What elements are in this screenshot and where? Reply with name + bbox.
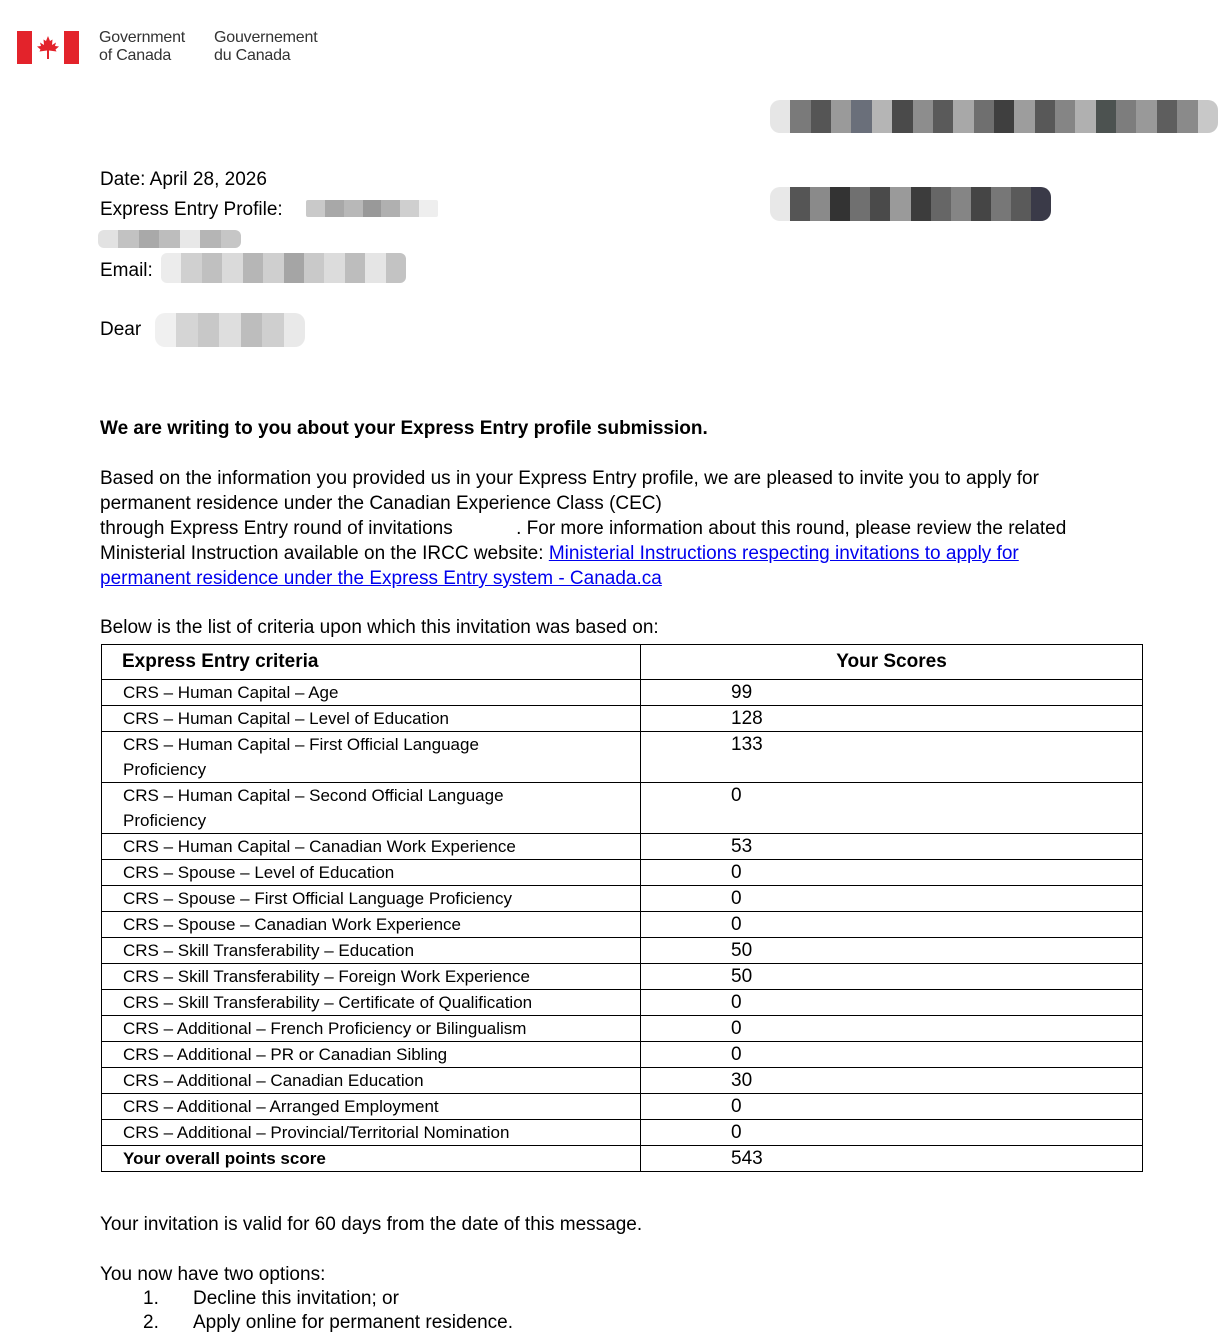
- redacted-address-line1: [770, 100, 1218, 133]
- wordmark-en-line2: of Canada: [99, 47, 172, 64]
- ministerial-instructions-link-cont[interactable]: permanent residence under the Express Entry system - Canada.ca: [100, 568, 662, 589]
- score-cell: 0: [641, 886, 1143, 912]
- table-row: [102, 834, 1143, 860]
- criterion-cell: CRS – Skill Transferability – Certificate of Qualification: [102, 990, 641, 1016]
- wordmark-fr-line1: Gouvernement: [214, 29, 318, 46]
- score-cell: 30: [641, 1068, 1143, 1094]
- table-row: [102, 860, 1143, 886]
- table-row: [102, 732, 1143, 783]
- option-text: Apply online for permanent residence.: [193, 1312, 514, 1333]
- table-row: [102, 912, 1143, 938]
- options-list: [100, 1287, 513, 1335]
- total-score-row: [102, 1146, 1143, 1172]
- list-item: [100, 1287, 513, 1311]
- wordmark-fr-line2: du Canada: [214, 47, 291, 64]
- redacted-name-line: [98, 230, 241, 248]
- table-header-row: [102, 645, 1143, 680]
- table-row: [102, 938, 1143, 964]
- canada-flag-logo: [17, 31, 79, 64]
- criterion-cell: CRS – Human Capital – Age: [102, 680, 641, 706]
- score-cell: 0: [641, 1016, 1143, 1042]
- total-score-cell: 543: [641, 1146, 1143, 1172]
- dear-salutation: Dear: [100, 319, 142, 340]
- paragraph-line4: [100, 541, 1066, 566]
- criterion-cell: CRS – Additional – French Proficiency or Bilingualism: [102, 1016, 641, 1042]
- redacted-email: [161, 253, 406, 283]
- criterion-line2: Proficiency: [123, 811, 207, 830]
- option-number: 2.: [143, 1312, 159, 1333]
- score-cell: 0: [641, 783, 1143, 834]
- score-cell: 0: [641, 1042, 1143, 1068]
- wordmark-french: [214, 29, 317, 65]
- letter-date: Date: April 28, 2026: [100, 169, 267, 190]
- redacted-profile-number: [306, 200, 438, 217]
- criteria-intro: Below is the list of criteria upon which this invitation was based on:: [100, 617, 659, 638]
- paragraph-line2: permanent residence under the Canadian Experience Class (CEC): [100, 493, 662, 514]
- paragraph-line4-text: Ministerial Instruction available on the IRCC website:: [100, 543, 549, 564]
- score-cell: 0: [641, 1120, 1143, 1146]
- score-cell: 99: [641, 680, 1143, 706]
- table-row: [102, 1042, 1143, 1068]
- criteria-column-header: Express Entry criteria: [102, 645, 641, 680]
- criterion-cell: [102, 732, 641, 783]
- ministerial-instructions-link[interactable]: Ministerial Instructions respecting invitations to apply for: [548, 543, 1019, 564]
- score-cell: 133: [641, 732, 1143, 783]
- criterion-cell: CRS – Human Capital – Level of Education: [102, 706, 641, 732]
- criterion-cell: CRS – Additional – Canadian Education: [102, 1068, 641, 1094]
- table-row: [102, 1120, 1143, 1146]
- redacted-address-line2: [770, 187, 1051, 221]
- criterion-cell: CRS – Spouse – Level of Education: [102, 860, 641, 886]
- criteria-score-table: [101, 644, 1143, 1172]
- options-intro: You now have two options:: [100, 1264, 326, 1285]
- table-row: [102, 783, 1143, 834]
- wordmark-english: [99, 29, 185, 65]
- invitation-paragraph: [100, 466, 1066, 591]
- score-cell: 53: [641, 834, 1143, 860]
- option-number: 1.: [143, 1288, 159, 1309]
- table-row: [102, 1094, 1143, 1120]
- table-row: [102, 680, 1143, 706]
- score-cell: 0: [641, 990, 1143, 1016]
- criterion-cell: CRS – Additional – Arranged Employment: [102, 1094, 641, 1120]
- list-item: [100, 1311, 513, 1335]
- total-label-cell: Your overall points score: [102, 1146, 641, 1172]
- criterion-cell: CRS – Additional – PR or Canadian Sibling: [102, 1042, 641, 1068]
- intro-heading: We are writing to you about your Express Entry profile submission.: [100, 418, 708, 439]
- flag-left-band: [17, 31, 32, 64]
- table-row: [102, 1068, 1143, 1094]
- email-label: Email:: [100, 260, 153, 281]
- score-cell: 50: [641, 938, 1143, 964]
- table-row: [102, 990, 1143, 1016]
- scores-column-header: Your Scores: [641, 645, 1143, 680]
- score-cell: 0: [641, 912, 1143, 938]
- table-row: [102, 964, 1143, 990]
- redacted-recipient-name: [155, 313, 305, 347]
- option-text: Decline this invitation; or: [193, 1288, 399, 1309]
- score-cell: 0: [641, 1094, 1143, 1120]
- flag-right-band: [64, 31, 79, 64]
- criterion-cell: [102, 783, 641, 834]
- criterion-cell: CRS – Spouse – First Official Language Proficiency: [102, 886, 641, 912]
- criterion-cell: CRS – Skill Transferability – Foreign Work Experience: [102, 964, 641, 990]
- profile-label: Express Entry Profile:: [100, 199, 283, 220]
- criterion-line2: Proficiency: [123, 760, 207, 779]
- validity-notice: Your invitation is valid for 60 days from the date of this message.: [100, 1214, 643, 1235]
- maple-leaf-icon: [37, 36, 59, 59]
- table-row: [102, 1016, 1143, 1042]
- score-cell: 0: [641, 860, 1143, 886]
- paragraph-line1: Based on the information you provided us in your Express Entry profile, we are pleased to invite you to apply for: [100, 468, 1039, 489]
- score-cell: 128: [641, 706, 1143, 732]
- criterion-cell: CRS – Human Capital – Canadian Work Experience: [102, 834, 641, 860]
- criterion-line1: CRS – Human Capital – First Official Language: [123, 735, 479, 754]
- paragraph-line3: through Express Entry round of invitations . For more information about this round, please review the related: [100, 518, 1067, 539]
- score-cell: 50: [641, 964, 1143, 990]
- criterion-cell: CRS – Additional – Provincial/Territorial Nomination: [102, 1120, 641, 1146]
- criterion-cell: CRS – Spouse – Canadian Work Experience: [102, 912, 641, 938]
- table-row: [102, 706, 1143, 732]
- wordmark-en-line1: Government: [99, 29, 186, 46]
- table-row: [102, 886, 1143, 912]
- criterion-line1: CRS – Human Capital – Second Official Language: [123, 786, 504, 805]
- criterion-cell: CRS – Skill Transferability – Education: [102, 938, 641, 964]
